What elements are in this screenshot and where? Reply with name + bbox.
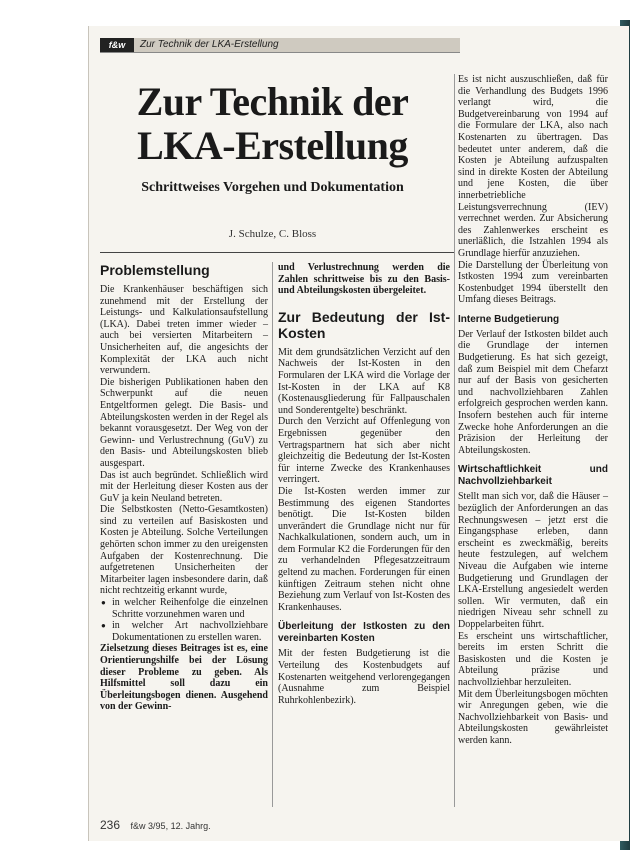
paragraph: Der Verlauf der Istkosten bildet auch die Grundlage der internen Budgetierung. Es hat sich gezeigt, daß zum Beispiel mit dem Chefarzt nur auf der Basis von gesicherten und nachvollziehbaren Zahlen erfolgreich gesprochen werden kann. Insofern bestehen auch für interne Zwecke hohe Anforderungen an die Präzision der Herleitung der Abteilungskosten. — [458, 328, 608, 456]
column-1 — [100, 262, 268, 713]
issue-info: f&w 3/95, 12. Jahrg. — [130, 821, 211, 831]
column-2 — [278, 262, 450, 706]
paragraph: Durch den Verzicht auf Offenlegung von Ergebnissen gegenüber den Vertragspartnern hat sich aber nicht gleichzeitig die Bedeutung der Ist-Kosten für interne Zwecke des Krankenhauses verringert. — [278, 416, 450, 486]
paragraph: Die Ist-Kosten werden immer zur Bestimmung des eigenen Standortes benötigt. Die Ist-Kosten bilden unverändert die Grundlage nicht nur für Nachkalkulationen, sondern auch, um in dem Formular K2 die Forderungen für den zu verhandelnden Pflegesatzzeitraum geltend zu machen. Forderungen für einen künftigen Zeitraum stehen nicht ohne Beziehung zum Verlauf von Ist-Kosten des Krankenhauses. — [278, 485, 450, 613]
list-item: ● in welcher Art nachvollziehbare Dokumentationen zu erstellen waren. — [112, 620, 268, 643]
subheading-wirtschaftlichkeit: Wirtschaftlichkeit und Nachvollziehbarkeit — [458, 464, 608, 488]
paragraph: Die Darstellung der Überleitung von Istkosten 1994 zum vereinbarten Kostenbudget 1994 überstellt den Umfang dieses Beitrags. — [458, 259, 608, 306]
bullet-list — [100, 597, 268, 643]
paragraph-bold: Zielsetzung dieses Beitrages ist es, eine Orientierungshilfe bei der Lösung dieser Probleme zu geben. Als Hilfsmittel soll dazu ein Überleitungsbogen dienen. Ausgehend von der Gewinn- — [100, 643, 268, 713]
paragraph-bold: und Verlustrechnung werden die Zahlen schrittweise bis zu den Basis- und Abteilungskosten übergeleitet. — [278, 262, 450, 297]
paragraph: Die Selbstkosten (Netto-Gesamtkosten) sind zu verteilen auf Basiskosten und Kosten je Abteilung. Solche Verteilungen gehörten schon immer zu den ureigensten Aufgaben der Kostenrechnung. Die aufgetretenen Unsicherheiten der Mitarbeiter lagen insbesondere darin, daß nicht rechtzeitig erkannt wurde, — [100, 504, 268, 597]
column-3 — [458, 74, 608, 746]
list-item: ● in welcher Reihenfolge die einzelnen Schritte vorzunehmen waren und — [112, 597, 268, 620]
paragraph: Mit dem grundsätzlichen Verzicht auf den Nachweis der Ist-Kosten in den Formularen der LKA wird die Vorlage der Ist-Kosten in der LKA auf K8 (Kostenausgliederung für Fallpauschalen und Sonderentgelte) beschränkt. — [278, 346, 450, 416]
article-title — [100, 80, 445, 168]
paragraph: Mit der festen Budgetierung ist die Verteilung des Kostenbudgets auf Kostenarten weitgehend verlorengegangen (Ausnahme zum Beispiel Ruhrkohlenbezirk). — [278, 648, 450, 706]
title-rule — [100, 252, 455, 253]
subheading-interne-budgetierung: Interne Budgetierung — [458, 313, 560, 325]
page-footer — [100, 818, 211, 832]
page-number: 236 — [100, 818, 121, 832]
section-heading-ist-kosten: Zur Bedeutung der Ist-Kosten — [278, 308, 450, 341]
paragraph: Die Krankenhäuser beschäftigen sich zunehmend mit der Erstellung der Leistungs- und Kalkulationsaufstellung (LKA). Dabei treten immer wieder – auch bei versierten Mitarbeitern – Unsicherheiten auf, die angesichts der Komplexität der LKA auch nicht verwundern. — [100, 284, 268, 377]
section-heading-problemstellung: Problemstellung — [100, 262, 210, 278]
running-head: Zur Technik der LKA-Erstellung — [140, 39, 279, 50]
subheading-ueberleitung: Überleitung der Istkosten zu den vereinbarten Kosten — [278, 621, 450, 645]
paragraph: Mit dem Überleitungsbogen möchten wir Anregungen geben, wie die Nachvollziehbarkeit von Basis- und Abteilungskosten gewährleistet werden kann. — [458, 688, 608, 746]
title-line-1: Zur Technik der — [136, 79, 409, 124]
title-line-2: LKA-Erstellung — [137, 123, 408, 168]
paragraph: Das ist auch begründet. Schließlich wird mit der Herleitung dieser Kosten aus der GuV ja kein Neuland betreten. — [100, 469, 268, 504]
article-authors: J. Schulze, C. Bloss — [228, 228, 317, 240]
paragraph: Stellt man sich vor, daß die Häuser – bezüglich der Anforderungen an das Rechnungswesen – jetzt erst die Eingangsphase erleben, dann erscheint es zweckmäßig, bereits heute festzulegen, auf welchem Niveau die Aufgaben wie interne Budgetierung und Grundlagen der LKA-Erstellung angesiedelt werden sollen. Wir vermuten, daß ein niedrigen Niveau sehr schnell zu Doppelarbeiten führt. — [458, 491, 608, 630]
journal-logo: f&w — [100, 38, 134, 52]
column-divider — [454, 74, 455, 807]
paragraph: Es ist nicht auszuschließen, daß für die Verhandlung des Budgets 1996 verlangt wird, die Budgetvereinbarung von 1994 auf die Formulare der LKA, also nach Kostenarten zu übertragen. Das bedeutet unter anderem, daß die Kosten je Abteilung aufzuspalten sind in direkte Kosten der Abteilung und jene Kosten, die über innerbetriebliche Leistungsverrechnung (IEV) verrechnet werden. Zur Absicherung des Zahlenwerkes erscheint es unerläßlich, die Istzahlen 1994 als Grundlage hierfür anzuziehen. — [458, 74, 608, 259]
column-divider — [272, 262, 273, 807]
paragraph: Die bisherigen Publikationen haben den Schwerpunkt auf die neuen Entgeltformen gelegt. Die Basis- und Abteilungskosten werden in der Regel als bekannt vorausgesetzt. Der Weg von der Gewinn- und Verlustrechnung (GuV) zu den Basis- und Abteilungskosten blieb ausgespart. — [100, 376, 268, 469]
paragraph: Es erscheint uns wirtschaftlicher, bereits im ersten Schritt die Basiskosten und die Kosten je Abteilung präzise und nachvollziehbar herzuleiten. — [458, 630, 608, 688]
article-subtitle: Schrittweises Vorgehen und Dokumentation — [141, 180, 404, 195]
